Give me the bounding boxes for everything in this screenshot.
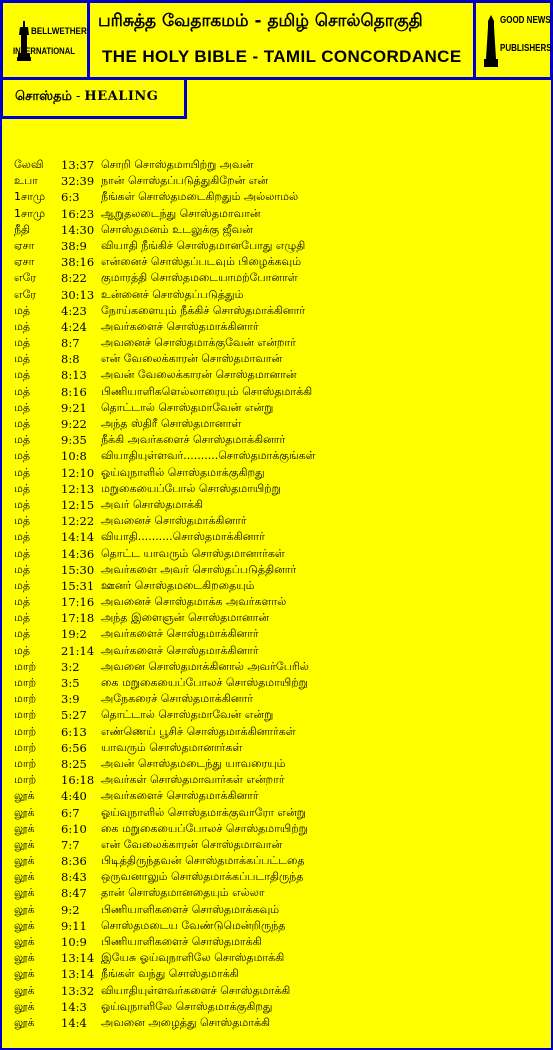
- book-name: மத்: [14, 611, 31, 625]
- verse-text: அவன் வேலைக்காரன் சொஸ்தமானான்: [101, 368, 297, 382]
- list-item: [14, 837, 544, 853]
- verse-reference: 38:9: [61, 238, 87, 253]
- list-item: [14, 659, 544, 675]
- list-item: [14, 384, 544, 400]
- verse-text: பிணியாளிகளைச் சொஸ்தமாக்கி: [101, 935, 262, 948]
- list-item: [14, 254, 544, 270]
- book-name: லூக்: [14, 999, 35, 1013]
- verse-text: அவர்கள் சொஸ்தமாவார்கள் என்றார்: [101, 773, 285, 787]
- book-name: மத்: [14, 578, 31, 592]
- verse-reference: 15:30: [61, 562, 95, 577]
- verse-text: மறுகையைப்போல் சொஸ்தமாயிற்று: [101, 481, 281, 495]
- header: [0, 0, 553, 80]
- verse-reference: 14:4: [61, 1015, 87, 1030]
- verse-text: அவர் சொஸ்தமாக்கி: [101, 497, 204, 511]
- verse-text: கை மறுகையைப்போலச் சொஸ்தமாயிற்று: [101, 676, 308, 689]
- verse-text: அநேகரைச் சொஸ்தமாக்கினார்: [101, 692, 253, 706]
- list-item: [14, 303, 544, 319]
- verse-text: நீங்கள் சொஸ்தமடைகிறதும் அல்லாமல்: [101, 190, 299, 204]
- verse-reference: 8:16: [61, 384, 87, 399]
- list-item: [14, 400, 544, 416]
- verse-text: சொஸ்தமடைய வேண்டுமென்றிருந்த: [101, 918, 286, 932]
- book-name: எரே: [14, 271, 37, 285]
- list-item: [14, 853, 544, 869]
- verse-text: பிணியாளிகளெல்லாரையும் சொஸ்தமாக்கி: [101, 384, 313, 398]
- section-separator: -: [76, 89, 81, 104]
- verse-text: பிடித்திருந்தவன் சொஸ்தமாக்கப்பட்டதை: [101, 854, 305, 868]
- list-item: [14, 546, 544, 562]
- book-name: நீதி: [14, 222, 31, 236]
- verse-reference: 6:7: [61, 805, 80, 820]
- list-item: [14, 578, 544, 594]
- verse-reference: 6:56: [61, 740, 87, 755]
- book-name: மத்: [14, 384, 31, 398]
- verse-text: என் வேலைக்காரன் சொஸ்தமாவான்: [101, 837, 283, 851]
- verse-reference: 6:3: [61, 190, 80, 205]
- verse-text: அவனை சொஸ்தமாக்கினால் அவர்பேரில்: [101, 659, 309, 673]
- section-tamil: சொஸ்தம்: [15, 89, 73, 104]
- verse-text: அவர்களைச் சொஸ்தமாக்கினார்: [101, 319, 259, 333]
- book-name: மத்: [14, 643, 31, 657]
- logo-text-line1: GOOD NEWS: [500, 15, 551, 26]
- verse-text: நோய்களையும் நீக்கிச் சொஸ்தமாக்கினார்: [101, 303, 306, 317]
- book-name: மத்: [14, 562, 31, 576]
- list-item: [14, 367, 544, 383]
- list-item: [14, 270, 544, 286]
- list-item: [14, 335, 544, 351]
- verse-reference: 12:10: [61, 465, 95, 480]
- list-item: [14, 497, 544, 513]
- verse-text: ஓய்வுநாளிலே சொஸ்தமாக்குகிறது: [101, 999, 273, 1013]
- verse-reference: 5:27: [61, 708, 87, 723]
- verse-text: அவர்களைச் சொஸ்தமாக்கினார்: [101, 627, 259, 641]
- book-name: மத்: [14, 352, 31, 366]
- list-item: [14, 869, 544, 885]
- verse-text: அவனைச் சொஸ்தமாக்கினார்: [101, 514, 247, 528]
- verse-reference: 6:13: [61, 724, 87, 739]
- verse-text: ஆறுதலடைந்து சொஸ்தமாவான்: [101, 206, 261, 220]
- verse-text: வியாதியுள்ளவர்களைச் சொஸ்தமாக்கி: [101, 983, 291, 997]
- book-name: லூக்: [14, 870, 35, 884]
- verse-reference: 3:9: [61, 692, 80, 707]
- list-item: [14, 966, 544, 982]
- list-item: [14, 788, 544, 804]
- list-item: [14, 173, 544, 189]
- book-name: மத்: [14, 368, 31, 382]
- book-name: லூக்: [14, 902, 35, 916]
- verse-text: இயேசு ஓய்வுநாளிலே சொஸ்தமாக்கி: [101, 951, 285, 965]
- verse-reference: 14:36: [61, 546, 95, 561]
- verse-text: கை மறுகையைப்போலச் சொஸ்தமாயிற்று: [101, 821, 308, 835]
- logo-text-line2: PUBLISHERS: [500, 43, 552, 54]
- book-name: மாற்: [14, 756, 37, 770]
- verse-text: ஓய்வுநாளில் சொஸ்தமாக்குகிறது: [101, 465, 265, 479]
- list-item: [14, 626, 544, 642]
- book-name: மாற்: [14, 659, 37, 673]
- book-name: மாற்: [14, 773, 37, 787]
- list-item: [14, 189, 544, 205]
- book-name: மத்: [14, 417, 31, 430]
- book-name: மத்: [14, 546, 31, 560]
- list-item: [14, 287, 544, 303]
- list-item: [14, 432, 544, 448]
- verse-text: அவர்களை அவர் சொஸ்தப்படுத்தினார்: [101, 562, 297, 576]
- book-name: மத்: [14, 530, 31, 544]
- verse-reference: 14:3: [61, 999, 87, 1014]
- verse-text: அவனைச் சொஸ்தமாக்குவேன் என்றார்: [101, 336, 296, 350]
- verse-text: ஓய்வுநாளில் சொஸ்தமாக்குவாரோ என்று: [101, 805, 306, 819]
- verse-text: அவன் சொஸ்தமடைந்து யாவரையும்: [101, 756, 286, 770]
- verse-text: தொட்டால் சொஸ்தமாவேன் என்று: [101, 400, 274, 414]
- verse-reference: 14:14: [61, 530, 95, 545]
- verse-text: யாவரும் சொஸ்தமானார்கள்: [101, 740, 243, 754]
- list-item: [14, 643, 544, 659]
- list-item: [14, 351, 544, 367]
- verse-reference: 21:14: [61, 643, 95, 658]
- verse-reference: 8:25: [61, 756, 87, 771]
- list-item: [14, 902, 544, 918]
- verse-text: எண்ணெய் பூசிச் சொஸ்தமாக்கினார்கள்: [101, 724, 296, 738]
- bellwether-logo: [0, 0, 90, 80]
- verse-reference: 9:35: [61, 433, 87, 448]
- verse-reference: 15:31: [61, 578, 95, 593]
- list-item: [14, 950, 544, 966]
- section-english: HEALING: [84, 89, 159, 104]
- book-name: லூக்: [14, 805, 35, 819]
- list-item: [14, 983, 544, 999]
- verse-reference: 16:18: [61, 773, 95, 788]
- verse-text: தொட்டால் சொஸ்தமாவேன் என்று: [101, 708, 274, 722]
- verse-reference: 7:7: [61, 837, 80, 852]
- verse-text: நீங்கள் வந்து சொஸ்தமாக்கி: [101, 967, 239, 981]
- book-name: மத்: [14, 627, 31, 641]
- verse-text: அந்த இளைஞன் சொஸ்தமானான்: [101, 611, 270, 625]
- verse-text: அவனை அழைத்து சொஸ்தமாக்கி: [101, 1015, 271, 1029]
- list-item: [14, 756, 544, 772]
- verse-reference: 12:15: [61, 497, 95, 512]
- book-name: லூக்: [14, 983, 35, 997]
- verse-reference: 19:2: [61, 627, 87, 642]
- logo-text-line1: BELLWETHER: [31, 26, 87, 36]
- verse-reference: 12:13: [61, 481, 95, 496]
- verse-reference: 17:16: [61, 595, 95, 610]
- list-item: [14, 319, 544, 335]
- section-label: [15, 89, 158, 105]
- section-heading: [0, 77, 187, 119]
- verse-reference: 10:8: [61, 449, 87, 464]
- verse-text: அவனைச் சொஸ்தமாக்க அவர்களால்: [101, 595, 287, 609]
- list-item: [14, 416, 544, 432]
- book-name: லூக்: [14, 821, 35, 835]
- book-name: லூக்: [14, 951, 35, 965]
- list-item: [14, 481, 544, 497]
- list-item: [14, 465, 544, 481]
- book-name: மத்: [14, 400, 31, 414]
- verse-text: ஊனர் சொஸ்தமடைகிறதையும்: [101, 578, 255, 592]
- book-name: மத்: [14, 497, 31, 511]
- verse-text: ஒருவனாலும் சொஸ்தமாக்கப்படாதிருந்த: [101, 870, 304, 884]
- verse-text: அவர்களைச் சொஸ்தமாக்கினார்: [101, 789, 259, 803]
- verse-reference: 13:37: [61, 158, 95, 172]
- list-item: [14, 821, 544, 837]
- verse-reference: 3:2: [61, 659, 80, 674]
- book-name: லூக்: [14, 1015, 35, 1029]
- verse-reference: 8:7: [61, 336, 80, 351]
- title-tamil: பரிசுத்த வேதாகமம் - தமிழ் சொல்தொகுதி: [98, 11, 423, 31]
- book-name: மத்: [14, 449, 31, 463]
- book-name: மத்: [14, 481, 31, 495]
- book-name: மாற்: [14, 724, 37, 738]
- book-name: மாற்: [14, 740, 37, 754]
- verse-reference: 38:16: [61, 255, 95, 270]
- list-item: [14, 724, 544, 740]
- verse-text: தான் சொஸ்தமானதையும் எல்லா: [101, 886, 265, 900]
- list-item: [14, 740, 544, 756]
- verse-text: அந்த ஸ்திரீ சொஸ்தமானாள்: [101, 417, 242, 430]
- list-item: [14, 222, 544, 238]
- list-item: [14, 529, 544, 545]
- verse-reference: 17:18: [61, 611, 95, 626]
- verse-text: வியாதி..........சொஸ்தமாக்கினார்: [101, 530, 265, 544]
- verse-reference: 9:22: [61, 417, 87, 431]
- verse-reference: 3:5: [61, 676, 80, 690]
- list-item: [14, 675, 544, 691]
- verse-text: வியாதி நீங்கிச் சொஸ்தமானபோது எழுதி: [101, 238, 306, 252]
- verse-reference: 13:14: [61, 967, 95, 982]
- book-name: லூக்: [14, 854, 35, 868]
- verse-text: நீக்கி அவர்களைச் சொஸ்தமாக்கினார்: [101, 433, 286, 447]
- list-item: [14, 238, 544, 254]
- verse-reference: 32:39: [61, 174, 95, 189]
- list-item: [14, 918, 544, 934]
- book-name: மத்: [14, 433, 31, 447]
- book-name: மத்: [14, 319, 31, 333]
- book-name: லூக்: [14, 935, 35, 948]
- verse-reference: 8:43: [61, 870, 87, 885]
- list-item: [14, 1015, 544, 1031]
- list-item: [14, 934, 544, 950]
- book-name: மத்: [14, 303, 31, 317]
- list-item: [14, 772, 544, 788]
- verse-reference: 8:13: [61, 368, 87, 383]
- list-item: [14, 707, 544, 723]
- list-item: [14, 157, 544, 173]
- list-item: [14, 562, 544, 578]
- book-name: எரே: [14, 287, 37, 301]
- list-item: [14, 610, 544, 626]
- verse-text: சொஸ்தமனம் உடலுக்கு ஜீவன்: [101, 222, 253, 236]
- book-name: 1சாமு: [14, 190, 46, 204]
- book-name: லூக்: [14, 918, 35, 932]
- book-name: மத்: [14, 336, 31, 350]
- verse-reference: 14:30: [61, 222, 95, 237]
- verse-text: என் வேலைக்காரன் சொஸ்தமாவான்: [101, 352, 283, 366]
- verse-text: பிணியாளிகளைச் சொஸ்தமாக்கவும்: [101, 902, 280, 916]
- book-name: ஏசா: [14, 255, 35, 269]
- verse-reference: 30:13: [61, 287, 95, 302]
- verse-reference: 9:11: [61, 918, 87, 933]
- verse-reference: 8:22: [61, 271, 87, 286]
- book-name: லூக்: [14, 789, 35, 803]
- list-item: [14, 999, 544, 1015]
- book-name: லூக்: [14, 837, 35, 851]
- verse-reference: 9:2: [61, 902, 80, 917]
- logo-text-line2: INTERNATIONAL: [13, 46, 75, 56]
- verse-reference: 4:40: [61, 789, 87, 804]
- book-name: மாற்: [14, 692, 37, 706]
- verse-text: அவர்களைச் சொஸ்தமாக்கினார்: [101, 643, 259, 657]
- concordance-list: [14, 157, 544, 1031]
- verse-reference: 6:10: [61, 821, 87, 836]
- verse-text: நான் சொஸ்தப்படுத்துகிறேன் என்: [101, 174, 268, 188]
- verse-reference: 4:24: [61, 319, 87, 334]
- book-name: ஏசா: [14, 238, 35, 252]
- list-item: [14, 513, 544, 529]
- list-item: [14, 594, 544, 610]
- verse-text: உன்னைச் சொஸ்தப்படுத்தும்: [101, 287, 244, 301]
- book-name: மாற்: [14, 708, 37, 722]
- book-name: லூக்: [14, 967, 35, 981]
- verse-text: குமாரத்தி சொஸ்தமடையாமற்போனாள்: [101, 271, 298, 285]
- book-name: உபா: [14, 174, 38, 188]
- list-item: [14, 885, 544, 901]
- book-name: மத்: [14, 514, 31, 528]
- verse-reference: 8:8: [61, 352, 80, 367]
- good-news-logo: [473, 0, 553, 80]
- verse-reference: 13:14: [61, 951, 95, 966]
- list-item: [14, 691, 544, 707]
- book-name: லேவி: [14, 158, 44, 171]
- verse-reference: 8:47: [61, 886, 87, 901]
- title-english: THE HOLY BIBLE - TAMIL CONCORDANCE: [102, 47, 462, 66]
- list-item: [14, 206, 544, 222]
- verse-reference: 8:36: [61, 854, 87, 869]
- lighthouse-icon: [484, 15, 498, 67]
- book-name: லூக்: [14, 886, 35, 900]
- verse-reference: 16:23: [61, 206, 95, 221]
- verse-text: வியாதியுள்ளவர்..........சொஸ்தமாக்குங்கள்: [101, 449, 316, 463]
- list-item: [14, 448, 544, 464]
- verse-reference: 12:22: [61, 514, 95, 529]
- verse-text: என்னைச் சொஸ்தப்படவும் பிழைக்கவும்: [101, 255, 302, 269]
- book-name: 1சாமு: [14, 206, 46, 220]
- verse-reference: 13:32: [61, 983, 95, 998]
- title-box: [87, 0, 476, 80]
- verse-reference: 10:9: [61, 935, 87, 949]
- verse-reference: 4:23: [61, 303, 87, 318]
- list-item: [14, 805, 544, 821]
- verse-reference: 9:21: [61, 400, 87, 415]
- book-name: மாற்: [14, 676, 37, 689]
- verse-text: தொட்ட யாவரும் சொஸ்தமானார்கள்: [101, 546, 285, 560]
- book-name: மத்: [14, 465, 31, 479]
- book-name: மத்: [14, 595, 31, 609]
- verse-text: சொறி சொஸ்தமாயிற்று அவன்: [101, 158, 254, 171]
